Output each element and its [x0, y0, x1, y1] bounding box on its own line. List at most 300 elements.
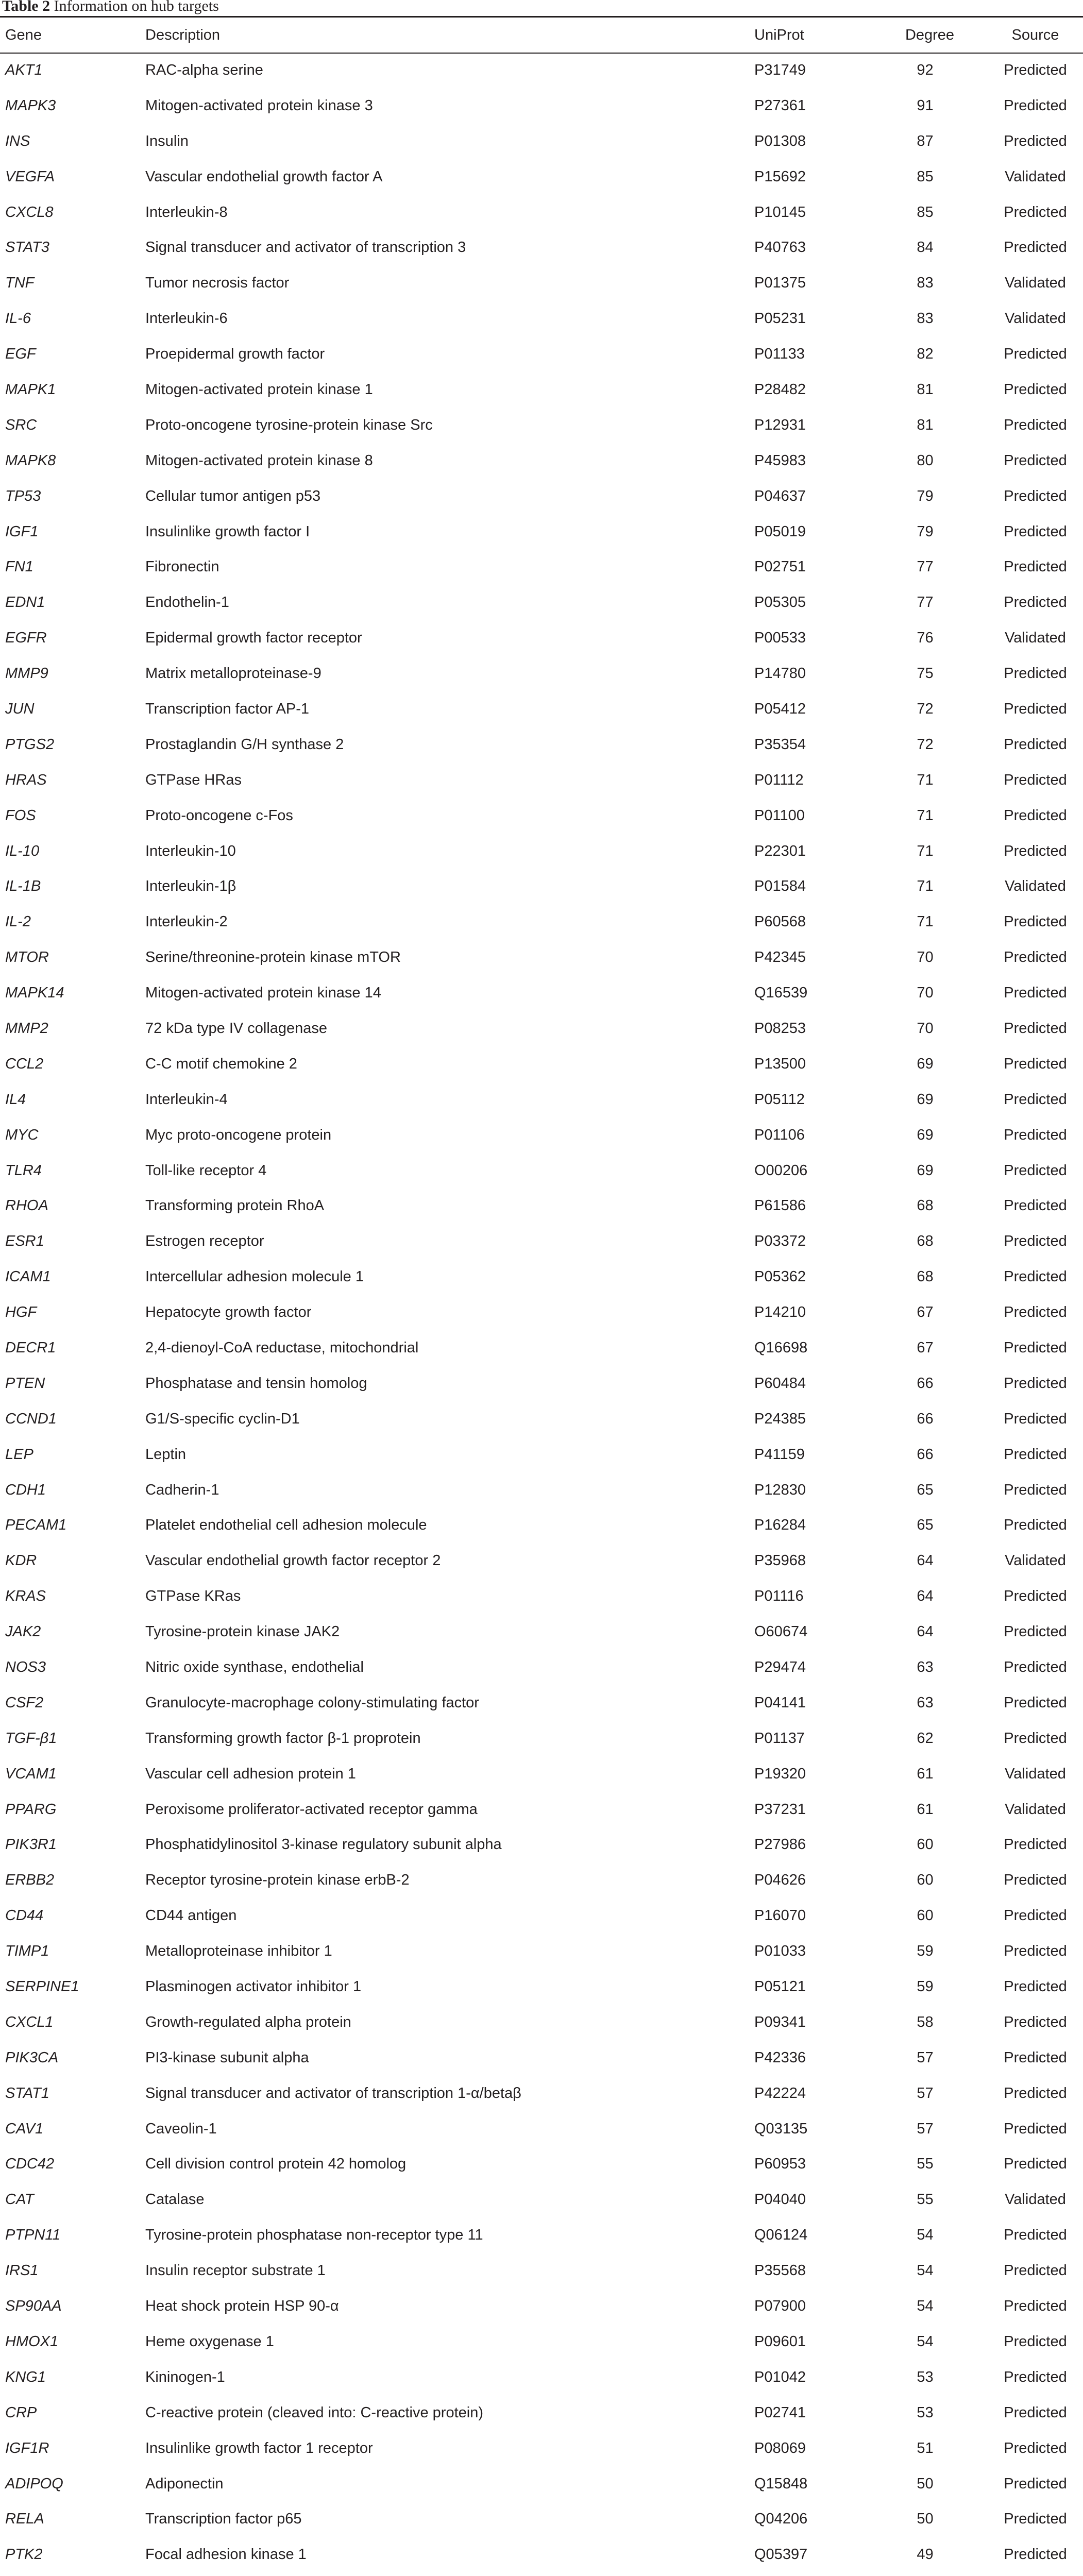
description-cell: Plasminogen activator inhibitor 1 [145, 1978, 362, 1995]
gene-cell: IL-10 [5, 842, 40, 859]
source-cell: Predicted [1004, 239, 1067, 256]
source-cell: Validated [1005, 878, 1066, 895]
uniprot-cell: P12830 [754, 1481, 806, 1498]
degree-cell: 71 [917, 913, 934, 930]
gene-cell: JAK2 [5, 1623, 41, 1640]
degree-cell: 61 [917, 1765, 934, 1782]
source-cell: Predicted [1004, 842, 1067, 859]
gene-cell: KDR [5, 1552, 37, 1569]
uniprot-cell: P42345 [754, 949, 806, 966]
gene-cell: FN1 [5, 558, 33, 575]
header-row [0, 18, 1083, 53]
uniprot-cell: P13500 [754, 1055, 806, 1072]
source-cell: Predicted [1004, 1943, 1067, 1960]
degree-cell: 63 [917, 1659, 934, 1676]
uniprot-cell: P16284 [754, 1517, 806, 1534]
table-row [0, 1685, 1083, 1721]
table-row [0, 2253, 1083, 2289]
source-cell: Predicted [1004, 2368, 1067, 2385]
degree-cell: 77 [917, 558, 934, 575]
description-cell: Peroxisome proliferator-activated receptor gamma [145, 1801, 478, 1818]
uniprot-cell: Q15848 [754, 2475, 808, 2492]
table-row [0, 869, 1083, 904]
description-cell: Insulinlike growth factor I [145, 523, 310, 540]
gene-cell: EGF [5, 346, 36, 363]
hub-targets-table [0, 18, 1083, 2576]
uniprot-cell: P35354 [754, 736, 806, 753]
gene-cell: CAV1 [5, 2120, 44, 2137]
uniprot-cell: P12931 [754, 416, 806, 433]
gene-cell: IGF1 [5, 523, 39, 540]
description-cell: Catalase [145, 2191, 205, 2208]
table-row [0, 443, 1083, 479]
source-cell: Predicted [1004, 2013, 1067, 2030]
table-row [0, 2360, 1083, 2395]
degree-cell: 72 [917, 700, 934, 717]
description-cell: Leptin [145, 1446, 187, 1463]
table-row [0, 1401, 1083, 1437]
degree-cell: 69 [917, 1126, 934, 1143]
description-cell: Vascular cell adhesion protein 1 [145, 1765, 356, 1782]
uniprot-cell: P41159 [754, 1446, 805, 1463]
description-cell: 72 kDa type IV collagenase [145, 1020, 328, 1037]
description-cell: Heat shock protein HSP 90-α [145, 2298, 339, 2315]
table-row [0, 2572, 1083, 2576]
source-cell: Predicted [1004, 346, 1067, 363]
source-cell: Predicted [1004, 736, 1067, 753]
uniprot-cell: P01033 [754, 1943, 806, 1960]
degree-cell: 60 [917, 1836, 934, 1853]
uniprot-cell: P28482 [754, 381, 806, 398]
degree-cell: 57 [917, 2120, 934, 2137]
table-row [0, 1366, 1083, 1401]
uniprot-cell: P60568 [754, 913, 806, 930]
gene-cell: MAPK3 [5, 97, 56, 114]
source-cell: Predicted [1004, 2084, 1067, 2102]
source-cell: Validated [1005, 1801, 1066, 1818]
description-cell: CD44 antigen [145, 1907, 237, 1924]
source-cell: Predicted [1004, 2298, 1067, 2315]
source-cell: Validated [1005, 630, 1066, 647]
table-row [0, 1614, 1083, 1650]
table-row [0, 88, 1083, 124]
gene-cell: PPARG [5, 1801, 57, 1818]
degree-cell: 55 [917, 2156, 934, 2173]
description-cell: Mitogen-activated protein kinase 14 [145, 985, 381, 1002]
table-row [0, 975, 1083, 1011]
gene-cell: PIK3R1 [5, 1836, 57, 1853]
degree-cell: 67 [917, 1304, 934, 1321]
description-cell: GTPase KRas [145, 1588, 241, 1605]
gene-cell: IL-2 [5, 913, 31, 930]
source-cell: Predicted [1004, 1446, 1067, 1463]
table-row [0, 656, 1083, 691]
table-row [0, 798, 1083, 834]
description-cell: Toll-like receptor 4 [145, 1162, 267, 1179]
gene-cell: SP90AA [5, 2298, 62, 2315]
table-row [0, 301, 1083, 336]
table-row [0, 265, 1083, 301]
uniprot-cell: P05019 [754, 523, 806, 540]
description-cell: Mitogen-activated protein kinase 3 [145, 97, 373, 114]
description-cell: PI3-kinase subunit alpha [145, 2049, 309, 2066]
source-cell: Predicted [1004, 132, 1067, 149]
table-row [0, 2005, 1083, 2040]
degree-cell: 53 [917, 2368, 934, 2385]
table-row [0, 195, 1083, 230]
uniprot-cell: P27986 [754, 1836, 806, 1853]
table-row [0, 2395, 1083, 2431]
description-cell: Interleukin-8 [145, 204, 228, 221]
table-row [0, 2466, 1083, 2502]
source-cell: Predicted [1004, 97, 1067, 114]
source-cell: Predicted [1004, 61, 1067, 78]
source-cell: Predicted [1004, 1730, 1067, 1747]
degree-cell: 60 [917, 1872, 934, 1889]
gene-cell: CDH1 [5, 1481, 46, 1498]
gene-cell: RELA [5, 2511, 44, 2528]
source-cell: Predicted [1004, 2511, 1067, 2528]
source-cell: Predicted [1004, 1375, 1067, 1392]
uniprot-cell: P16070 [754, 1907, 806, 1924]
source-cell: Predicted [1004, 1836, 1067, 1853]
gene-cell: PTGS2 [5, 736, 55, 753]
source-cell: Predicted [1004, 2475, 1067, 2492]
table-caption-title: Information on hub targets [54, 0, 219, 14]
gene-cell: PTPN11 [5, 2227, 61, 2244]
source-cell: Predicted [1004, 523, 1067, 540]
table-row [0, 1330, 1083, 1366]
gene-cell: EGFR [5, 630, 47, 647]
source-cell: Predicted [1004, 1055, 1067, 1072]
source-cell: Predicted [1004, 1872, 1067, 1889]
uniprot-cell: P00533 [754, 630, 806, 647]
degree-cell: 91 [917, 97, 934, 114]
degree-cell: 59 [917, 1943, 934, 1960]
degree-cell: 64 [917, 1552, 934, 1569]
gene-cell: IL-6 [5, 310, 31, 327]
degree-cell: 85 [917, 168, 934, 185]
uniprot-cell: P14780 [754, 665, 806, 682]
table-header [0, 18, 1083, 53]
uniprot-cell: P01584 [754, 878, 806, 895]
degree-cell: 54 [917, 2262, 934, 2279]
uniprot-cell: P04141 [754, 1694, 806, 1711]
gene-cell: IGF1R [5, 2439, 49, 2456]
degree-cell: 60 [917, 1907, 934, 1924]
table-row [0, 549, 1083, 585]
degree-cell: 68 [917, 1233, 934, 1250]
description-cell: Transforming growth factor β-1 proprotein [145, 1730, 421, 1747]
table-row [0, 1011, 1083, 1046]
gene-cell: TGF-β1 [5, 1730, 57, 1747]
uniprot-cell: P01116 [754, 1588, 804, 1605]
gene-cell: EDN1 [5, 594, 45, 611]
table-row [0, 2289, 1083, 2324]
source-cell: Predicted [1004, 1162, 1067, 1179]
table-row [0, 2111, 1083, 2147]
uniprot-cell [754, 2572, 877, 2576]
description-cell: Caveolin-1 [145, 2120, 217, 2137]
degree-cell: 75 [917, 665, 934, 682]
table-row [0, 727, 1083, 762]
gene-cell: LEP [5, 1446, 33, 1463]
gene-cell: MAPK8 [5, 452, 56, 469]
source-cell: Validated [1005, 1552, 1066, 1569]
description-cell: Vascular endothelial growth factor A [145, 168, 383, 185]
source-cell: Predicted [1004, 2156, 1067, 2173]
degree-cell: 70 [917, 1020, 934, 1037]
table-row [0, 372, 1083, 408]
uniprot-cell: P15692 [754, 168, 806, 185]
gene-cell: CCL2 [5, 1055, 44, 1072]
gene-cell: MMP9 [5, 665, 48, 682]
gene-cell: ADIPOQ [5, 2475, 63, 2492]
source-cell: Predicted [1004, 1340, 1067, 1356]
table-row [0, 1437, 1083, 1472]
degree-cell: 70 [917, 949, 934, 966]
description-cell: C-reactive protein (cleaved into: C-reactive protein) [145, 2404, 483, 2421]
description-cell: Adiponectin [145, 2475, 224, 2492]
uniprot-cell: P07900 [754, 2298, 806, 2315]
degree-cell: 54 [917, 2333, 934, 2350]
uniprot-cell: P09601 [754, 2333, 806, 2350]
uniprot-cell: Q16698 [754, 1340, 808, 1356]
degree-cell: 64 [917, 1623, 934, 1640]
degree-cell: 70 [917, 985, 934, 1002]
gene-cell: HMOX1 [5, 2333, 59, 2350]
uniprot-cell: P01106 [754, 1126, 805, 1143]
degree-cell: 68 [917, 1268, 934, 1285]
table-row [0, 124, 1083, 159]
uniprot-cell: P01375 [754, 275, 806, 292]
uniprot-cell: P03372 [754, 1233, 806, 1250]
table-row [0, 762, 1083, 798]
uniprot-cell: P01308 [754, 132, 806, 149]
description-cell: Intercellular adhesion molecule 1 [145, 1268, 364, 1285]
source-cell: Predicted [1004, 452, 1067, 469]
source-cell: Predicted [1004, 1978, 1067, 1995]
source-cell: Validated [1005, 310, 1066, 327]
description-cell: Transcription factor p65 [145, 2511, 302, 2528]
table-row [0, 1508, 1083, 1544]
source-cell: Predicted [1004, 204, 1067, 221]
source-cell: Predicted [1004, 1126, 1067, 1143]
source-cell: Predicted [1004, 594, 1067, 611]
source-cell: Predicted [1004, 2404, 1067, 2421]
description-cell: Interleukin-2 [145, 913, 228, 930]
uniprot-cell: P27361 [754, 97, 806, 114]
source-cell [983, 2572, 1083, 2576]
source-cell: Predicted [1004, 2439, 1067, 2456]
source-cell: Predicted [1004, 1304, 1067, 1321]
column-header-gene: Gene [5, 26, 42, 43]
uniprot-cell: P01137 [754, 1730, 805, 1747]
degree-cell: 71 [917, 807, 934, 824]
degree-cell: 71 [917, 878, 934, 895]
degree-cell: 69 [917, 1162, 934, 1179]
degree-cell: 69 [917, 1091, 934, 1108]
gene-cell: ESR1 [5, 1233, 44, 1250]
description-cell: Matrix metalloproteinase-9 [145, 665, 321, 682]
degree-cell: 65 [917, 1517, 934, 1534]
table-row [0, 2040, 1083, 2076]
degree-cell: 81 [917, 381, 934, 398]
degree-cell: 50 [917, 2511, 934, 2528]
description-cell: Interleukin-10 [145, 842, 236, 859]
table-row [0, 1969, 1083, 2005]
source-cell: Predicted [1004, 2333, 1067, 2350]
degree-cell: 66 [917, 1446, 934, 1463]
degree-cell: 84 [917, 239, 934, 256]
description-cell: Insulinlike growth factor 1 receptor [145, 2439, 373, 2456]
table-row [0, 1472, 1083, 1508]
degree-cell: 79 [917, 487, 934, 504]
uniprot-cell: P35568 [754, 2262, 806, 2279]
gene-cell: HRAS [5, 771, 47, 788]
uniprot-cell: P05231 [754, 310, 806, 327]
table-row [0, 2147, 1083, 2182]
uniprot-cell: P40763 [754, 239, 806, 256]
source-cell: Predicted [1004, 2262, 1067, 2279]
table-row [0, 2324, 1083, 2360]
table-row [0, 585, 1083, 620]
source-cell: Predicted [1004, 807, 1067, 824]
table-row [0, 1756, 1083, 1792]
uniprot-cell: P04626 [754, 1872, 806, 1889]
uniprot-cell: P05412 [754, 700, 806, 717]
gene-cell: PTEN [5, 1375, 45, 1392]
table-row [0, 2182, 1083, 2217]
gene-cell: TLR4 [5, 1162, 42, 1179]
description-cell: Signal transducer and activator of transcription 1-α/betaβ [145, 2084, 521, 2102]
uniprot-cell: O60674 [754, 1623, 808, 1640]
degree-cell: 51 [917, 2439, 934, 2456]
source-cell: Predicted [1004, 1197, 1067, 1214]
uniprot-cell: P29474 [754, 1659, 806, 1676]
gene-cell: ICAM1 [5, 1268, 51, 1285]
degree-cell: 85 [917, 204, 934, 221]
table-row [0, 2217, 1083, 2253]
source-cell: Predicted [1004, 771, 1067, 788]
column-header-degree: Degree [905, 26, 955, 43]
degree-cell: 71 [917, 842, 934, 859]
table-row [0, 2501, 1083, 2537]
degree-cell: 68 [917, 1197, 934, 1214]
uniprot-cell: P02751 [754, 558, 806, 575]
description-cell: Myc proto-oncogene protein [145, 1126, 332, 1143]
source-cell: Predicted [1004, 416, 1067, 433]
description-cell: 2,4-dienoyl-CoA reductase, mitochondrial [145, 1340, 419, 1356]
description-cell: Heme oxygenase 1 [145, 2333, 274, 2350]
table-row [0, 1295, 1083, 1330]
uniprot-cell: P01100 [754, 807, 805, 824]
gene-cell: CXCL1 [5, 2013, 54, 2030]
uniprot-cell: O00206 [754, 1162, 808, 1179]
description-cell: Serine/threonine-protein kinase mTOR [145, 949, 401, 966]
description-cell: Proto-oncogene tyrosine-protein kinase Src [145, 416, 433, 433]
source-cell: Predicted [1004, 2227, 1067, 2244]
gene-cell: HGF [5, 1304, 37, 1321]
gene-cell: NOS3 [5, 1659, 46, 1676]
description-cell: Endothelin-1 [145, 594, 229, 611]
gene-cell: STAT1 [5, 2084, 49, 2102]
degree-cell: 59 [917, 1978, 934, 1995]
source-cell: Predicted [1004, 949, 1067, 966]
uniprot-cell: P01133 [754, 346, 805, 363]
description-cell: Phosphatidylinositol 3-kinase regulatory subunit alpha [145, 1836, 502, 1853]
table-row [0, 904, 1083, 940]
uniprot-cell: P37231 [754, 1801, 806, 1818]
gene-cell: AKT1 [5, 61, 43, 78]
degree-cell: 92 [917, 61, 934, 78]
source-cell: Predicted [1004, 1410, 1067, 1427]
description-cell: Platelet endothelial cell adhesion molecule [145, 1517, 427, 1534]
uniprot-cell: P10145 [754, 204, 806, 221]
table-caption [2, 0, 219, 15]
source-cell: Validated [1005, 168, 1066, 185]
gene-cell: PTK2 [5, 2546, 43, 2563]
uniprot-cell: P05112 [754, 1091, 805, 1108]
source-cell: Predicted [1004, 2120, 1067, 2137]
table-row [0, 408, 1083, 443]
uniprot-cell: P31749 [754, 61, 806, 78]
description-cell: Metalloproteinase inhibitor 1 [145, 1943, 332, 1960]
source-cell: Predicted [1004, 1907, 1067, 1924]
column-header-source: Source [1011, 26, 1059, 43]
table-row [0, 1934, 1083, 1969]
source-cell: Predicted [1004, 1481, 1067, 1498]
description-cell: Interleukin-6 [145, 310, 228, 327]
description-cell: Cellular tumor antigen p53 [145, 487, 321, 504]
description-cell: Kininogen-1 [145, 2368, 225, 2385]
source-cell: Predicted [1004, 985, 1067, 1002]
source-cell: Validated [1005, 1765, 1066, 1782]
uniprot-cell: P61586 [754, 1197, 806, 1214]
table-row [0, 1721, 1083, 1756]
description-cell: Mitogen-activated protein kinase 8 [145, 452, 373, 469]
degree-cell: 57 [917, 2084, 934, 2102]
degree-cell: 72 [917, 736, 934, 753]
description-cell [145, 2572, 754, 2576]
gene-cell: MYC [5, 1126, 39, 1143]
table-row [0, 1224, 1083, 1259]
gene-cell: CRP [5, 2404, 37, 2421]
table-row [0, 336, 1083, 372]
uniprot-cell: P60953 [754, 2156, 806, 2173]
table-row [0, 2537, 1083, 2572]
source-cell: Predicted [1004, 665, 1067, 682]
gene-cell: IL4 [5, 1091, 26, 1108]
uniprot-cell: P05362 [754, 1268, 806, 1285]
table-row [0, 1898, 1083, 1934]
uniprot-cell: P09341 [754, 2013, 806, 2030]
description-cell: Tyrosine-protein phosphatase non-receptor type 11 [145, 2227, 483, 2244]
gene-cell: CXCL8 [5, 204, 54, 221]
gene-cell: MAPK1 [5, 381, 56, 398]
degree-cell: 69 [917, 1055, 934, 1072]
degree-cell: 65 [917, 1481, 934, 1498]
gene-cell: KRAS [5, 1588, 46, 1605]
degree-cell: 66 [917, 1375, 934, 1392]
table-row [0, 2431, 1083, 2466]
description-cell: Transcription factor AP-1 [145, 700, 310, 717]
description-cell: Granulocyte-macrophage colony-stimulating factor [145, 1694, 479, 1711]
table-row [0, 1082, 1083, 1117]
degree-cell: 57 [917, 2049, 934, 2066]
gene-cell: FOS [5, 807, 36, 824]
degree-cell: 83 [917, 310, 934, 327]
